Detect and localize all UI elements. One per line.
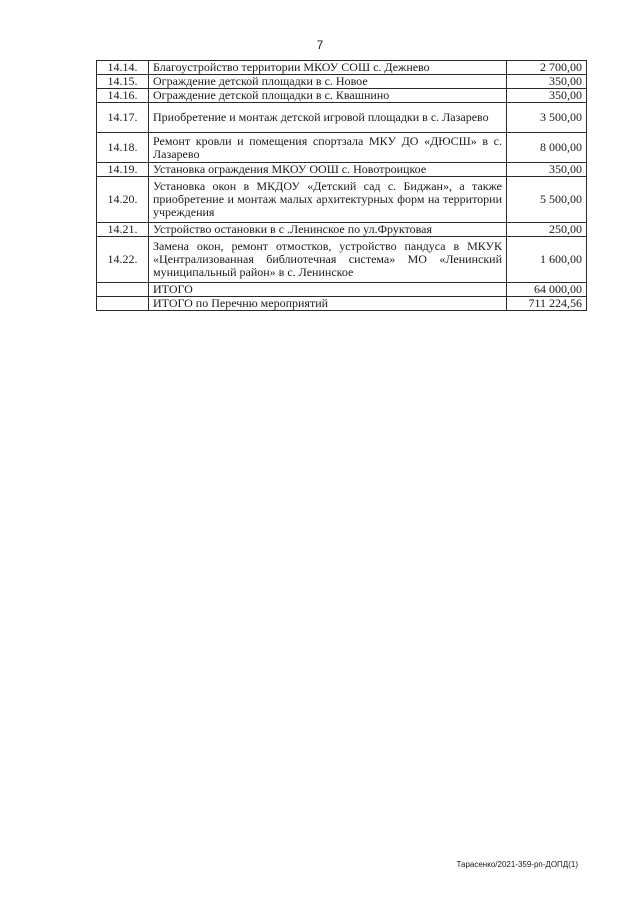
table-row [97,133,587,163]
row-amount: 2 700,00 [507,61,587,75]
grand-total-number [97,297,149,311]
row-description: Ограждение детской площадки в с. Квашнино [149,89,507,103]
row-number: 14.21. [97,223,149,237]
grand-total-label: ИТОГО по Перечню мероприятий [149,297,507,311]
row-amount: 5 500,00 [507,177,587,223]
row-description: Ремонт кровли и помещения спортзала МКУ ДО «ДЮСШ» в с. Лазарево [149,133,507,163]
page-number: 7 [316,38,324,52]
row-amount: 350,00 [507,89,587,103]
grand-total-row [97,297,587,311]
activities-table [96,60,587,311]
table-row [97,103,587,133]
row-description: Приобретение и монтаж детской игровой площадки в с. Лазарево [149,103,507,133]
table-row [97,89,587,103]
row-number: 14.19. [97,163,149,177]
row-number: 14.18. [97,133,149,163]
row-description: Ограждение детской площадки в с. Новое [149,75,507,89]
table-row [97,223,587,237]
row-description: Благоустройство территории МКОУ СОШ с. Дежнево [149,61,507,75]
document-reference: Тарасенко/2021-359-рп-ДОПД(1) [456,860,578,869]
total-number [97,283,149,297]
total-amount: 64 000,00 [507,283,587,297]
grand-total-amount: 711 224,56 [507,297,587,311]
row-number: 14.14. [97,61,149,75]
row-description: Замена окон, ремонт отмостков, устройство пандуса в МКУК «Централизованная библиотечная система» МО «Ленинский муниципальный район» в с. Ленинское [149,237,507,283]
row-amount: 1 600,00 [507,237,587,283]
row-amount: 8 000,00 [507,133,587,163]
row-number: 14.16. [97,89,149,103]
row-amount: 350,00 [507,163,587,177]
row-number: 14.17. [97,103,149,133]
row-number: 14.22. [97,237,149,283]
row-number: 14.20. [97,177,149,223]
table-row [97,61,587,75]
table-row [97,237,587,283]
table-row [97,177,587,223]
table-row [97,163,587,177]
table-row [97,75,587,89]
total-label: ИТОГО [149,283,507,297]
row-amount: 250,00 [507,223,587,237]
row-amount: 3 500,00 [507,103,587,133]
row-amount: 350,00 [507,75,587,89]
row-description: Установка ограждения МКОУ ООШ с. Новотроицкое [149,163,507,177]
row-number: 14.15. [97,75,149,89]
row-description: Установка окон в МКДОУ «Детский сад с. Биджан», а также приобретение и монтаж малых архитектурных форм на территории учреждения [149,177,507,223]
row-description: Устройство остановки в с .Ленинское по ул.Фруктовая [149,223,507,237]
total-row [97,283,587,297]
